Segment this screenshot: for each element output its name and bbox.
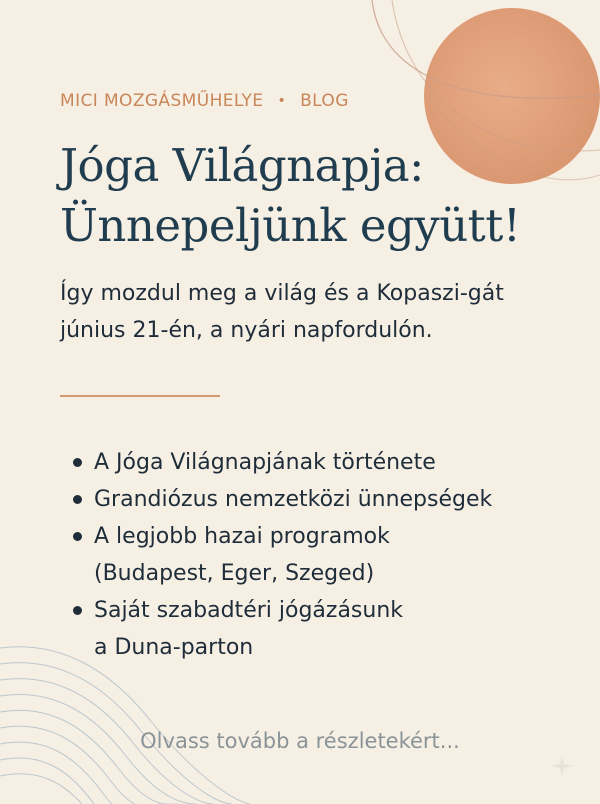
brand-name: MICI MOZGÁSMŰHELYE [60,91,264,111]
list-item-text-continued: a Duna-parton [94,635,254,660]
blog-header [60,91,349,111]
title-line-2: Ünnepeljünk együtt! [60,199,521,252]
list-item-text: A legjobb hazai programok [94,524,390,549]
read-more-link[interactable]: Olvass tovább a részletekért... [140,729,460,753]
subtitle-line-2: június 21-én, a nyári napfordulón. [60,318,433,343]
title-line-1: Jóga Világnapja: [60,139,424,192]
list-item [60,592,580,666]
sparkle-icon [550,754,574,778]
subtitle [60,275,580,349]
list-item [60,481,580,518]
list-item-text: Saját szabadtéri jógázásunk [94,598,404,623]
section-name: BLOG [300,91,349,111]
list-item-text-continued: (Budapest, Eger, Szeged) [94,561,375,586]
header-separator: • [277,93,287,109]
list-item [60,518,580,592]
list-item [60,444,580,481]
subtitle-line-1: Így mozdul meg a világ és a Kopaszi-gát [60,281,504,306]
topic-list [60,444,580,666]
page-title [60,136,580,256]
list-item-text: Grandiózus nemzetközi ünnepségek [94,487,493,512]
list-item-text: A Jóga Világnapjának története [94,450,436,475]
divider [60,395,220,397]
